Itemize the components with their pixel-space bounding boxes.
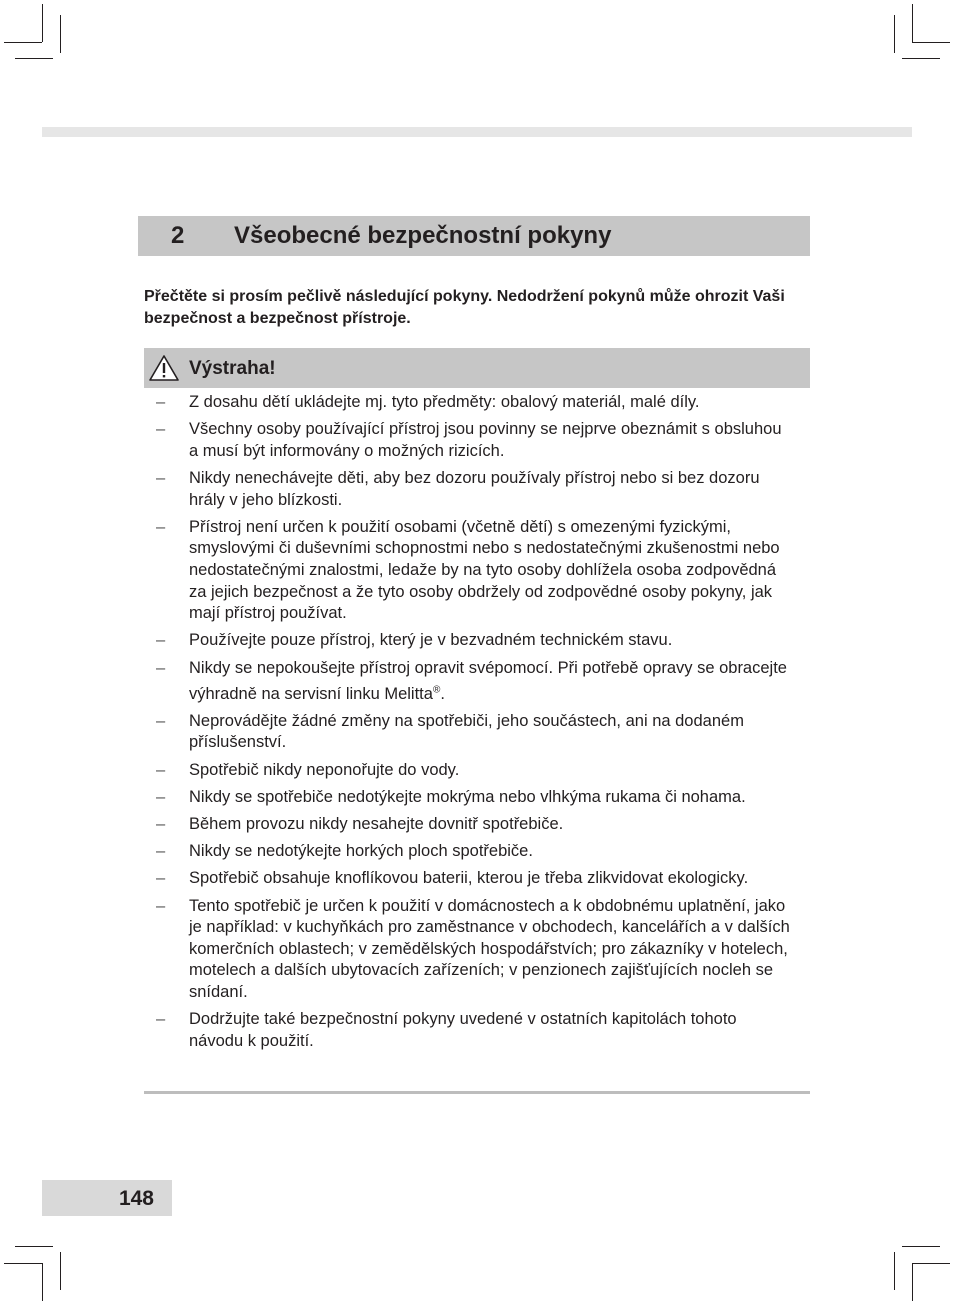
warning-triangle-icon: [148, 354, 180, 382]
intro-text: Přečtěte si prosím pečlivě následující pokyny. Nedodržení pokynů může ohrozit Vaši bezpečnost a bezpečnost přístroje.: [144, 288, 785, 327]
crop-mark: [912, 4, 913, 42]
crop-mark: [912, 42, 950, 43]
crop-mark: [912, 1263, 950, 1264]
list-item: [144, 814, 810, 836]
list-item: [144, 841, 810, 863]
list-item: [144, 868, 810, 890]
crop-mark: [902, 58, 940, 59]
list-item: [144, 658, 810, 706]
crop-mark: [894, 1252, 895, 1290]
safety-list: [144, 392, 810, 1058]
crop-mark: [912, 1263, 913, 1301]
bullet-dash: –: [156, 711, 166, 730]
list-item-text: Dodržujte také bezpečnostní pokyny uvedené v ostatních kapitolách tohoto návodu k použití.: [189, 1010, 737, 1050]
crop-mark: [4, 42, 42, 43]
list-item: [144, 468, 810, 511]
list-item: [144, 630, 810, 652]
bullet-dash: –: [156, 842, 166, 861]
crop-mark: [902, 1246, 940, 1247]
crop-mark: [60, 15, 61, 53]
bullet-dash: –: [156, 1010, 166, 1029]
list-item: [144, 896, 810, 1004]
bullet-dash: –: [156, 631, 166, 650]
list-item: [144, 1009, 810, 1052]
list-item-text: Z dosahu dětí ukládejte mj. tyto předměty: obalový materiál, malé díly.: [189, 393, 700, 411]
bullet-dash: –: [156, 468, 166, 487]
list-item-text: Nikdy se nepokoušejte přístroj opravit svépomocí. Při potřebě opravy se obracejte výhradně na servisní linku Melitta®.: [189, 658, 787, 703]
list-item-text: Spotřebič obsahuje knoflíkovou baterii, kterou je třeba zlikvidovat ekologicky.: [189, 869, 749, 888]
list-item-text: Všechny osoby používající přístroj jsou povinny se nejprve obeznámit s obsluhou a musí být informovány o možných rizicích.: [189, 420, 782, 460]
list-item-text: Přístroj není určen k použití osobami (včetně dětí) s omezenými fyzickými, smyslovými či duševními schopnostmi nebo s nedostatečnými zkušenostmi nebo nedostatečnými znalostmi, ledaže by na tyto osoby dohlížela osoba zodpovědná za jejich bezpečnost a že tyto osoby obdržely od zodpovědné osoby pokyny, jak mají přístroj používat.: [189, 517, 780, 623]
crop-mark: [894, 15, 895, 53]
list-item: [144, 392, 810, 414]
crop-mark: [42, 4, 43, 42]
list-item: [144, 517, 810, 625]
list-item-text: Během provozu nikdy nesahejte dovnitř spotřebiče.: [189, 814, 564, 833]
list-item: [144, 711, 810, 754]
page-number: 148: [118, 1187, 154, 1210]
warning-header: [144, 348, 810, 388]
list-item-text: Nikdy se nedotýkejte horkých ploch spotřebiče.: [189, 842, 533, 861]
list-item: [144, 787, 810, 809]
bullet-dash: –: [156, 787, 166, 806]
list-item-text: Neprovádějte žádné změny na spotřebiči, jeho součástech, ani na dodaném příslušenství.: [189, 711, 744, 752]
chapter-title: Všeobecné bezpečnostní pokyny: [234, 222, 612, 249]
crop-mark: [4, 1263, 42, 1264]
crop-mark: [60, 1252, 61, 1290]
bullet-dash: –: [156, 760, 166, 779]
list-item: [144, 760, 810, 782]
chapter-heading: [138, 216, 810, 256]
bullet-dash: –: [156, 896, 166, 915]
page-number-box: [42, 1180, 172, 1216]
bullet-dash: –: [156, 869, 166, 888]
bullet-dash: –: [156, 420, 166, 439]
section-divider: [144, 1091, 810, 1094]
list-item-text: Nikdy se spotřebiče nedotýkejte mokrýma nebo vlhkýma rukama či nohama.: [189, 787, 746, 806]
bullet-dash: –: [156, 814, 166, 833]
list-item: [144, 419, 810, 462]
list-item-text: Tento spotřebič je určen k použití v domácnostech a k obdobnému uplatnění, jako je například: v kuchyňkách pro zaměstnance v obchodech, kancelářích a v dalších komerčních oblastech; v zemědělských hospodářstvích; pro zákazníky v hotelech, motelech a dalších ubytovacích zařízeních; v penzionech zajišťujících nocleh se snídaní.: [189, 896, 790, 1001]
chapter-number: 2: [171, 222, 185, 249]
crop-mark: [15, 1246, 53, 1247]
crop-mark: [42, 1263, 43, 1301]
header-band: [42, 127, 912, 137]
bullet-dash: –: [156, 393, 166, 411]
list-item-text: Nikdy nenechávejte děti, aby bez dozoru používaly přístroj nebo si bez dozoru hrály v jeho blízkosti.: [189, 468, 760, 509]
list-item-text: Spotřebič nikdy neponořujte do vody.: [189, 760, 460, 779]
crop-mark: [15, 58, 53, 59]
bullet-dash: –: [156, 658, 166, 677]
list-item-text: Používejte pouze přístroj, který je v bezvadném technickém stavu.: [189, 631, 673, 650]
bullet-dash: –: [156, 517, 166, 536]
warning-label: Výstraha!: [189, 358, 276, 379]
